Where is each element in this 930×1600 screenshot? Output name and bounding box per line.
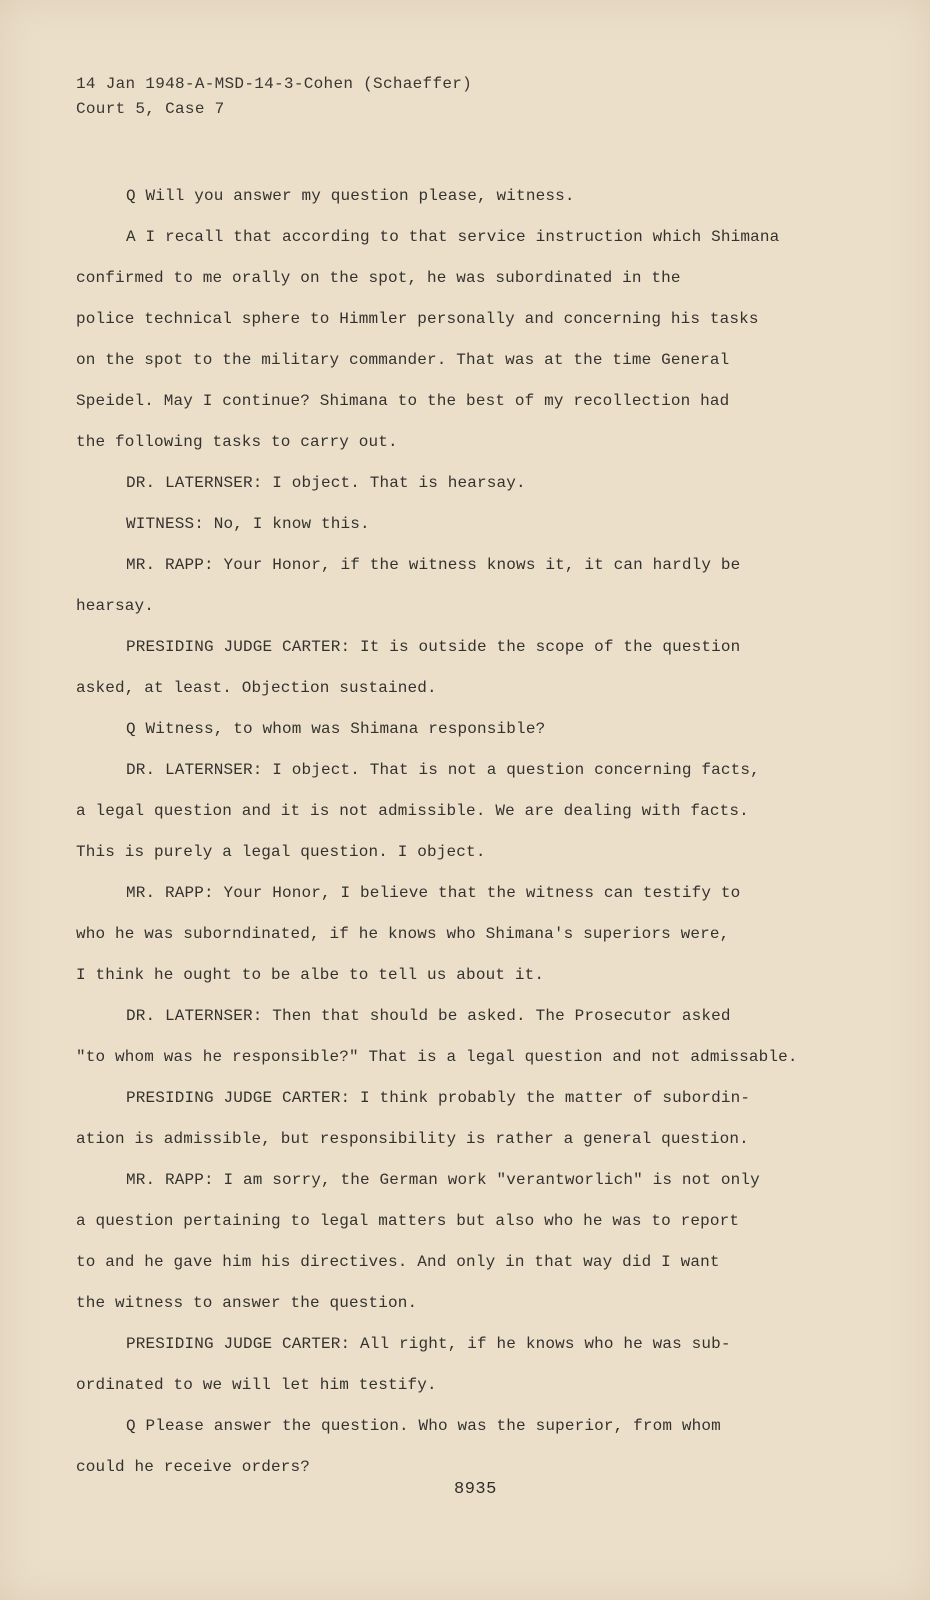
transcript-line: to and he gave him his directives. And only in that way did I want [76,1253,720,1271]
header-date-reference: 14 Jan 1948-A-MSD-14-3-Cohen (Schaeffer) [76,75,473,93]
page-number: 8935 [454,1480,497,1499]
transcript-line: Speidel. May I continue? Shimana to the best of my recollection had [76,392,730,410]
transcript-line: I think he ought to be albe to tell us about it. [76,966,545,984]
transcript-line: DR. LATERNSER: I object. That is hearsay. [126,474,526,492]
transcript-line: PRESIDING JUDGE CARTER: It is outside the scope of the question [126,638,741,656]
transcript-line: WITNESS: No, I know this. [126,515,370,533]
transcript-line: the following tasks to carry out. [76,433,398,451]
transcript-line: police technical sphere to Himmler personally and concerning his tasks [76,310,759,328]
transcript-line: PRESIDING JUDGE CARTER: I think probably the matter of subordin- [126,1089,751,1107]
transcript-line: could he receive orders? [76,1458,311,1476]
transcript-line: who he was suborndinated, if he knows who Shimana's superiors were, [76,925,730,943]
transcript-line: MR. RAPP: Your Honor, I believe that the witness can testify to [126,884,741,902]
transcript-line: on the spot to the military commander. That was at the time General [76,351,730,369]
transcript-line: hearsay. [76,597,155,615]
document-header [76,72,472,122]
transcript-line: the witness to answer the question. [76,1294,418,1312]
transcript-line: Q Please answer the question. Who was the superior, from whom [126,1417,721,1435]
transcript-line: PRESIDING JUDGE CARTER: All right, if he knows who he was sub- [126,1335,731,1353]
transcript-line: This is purely a legal question. I object. [76,843,486,861]
transcript-line: DR. LATERNSER: I object. That is not a question concerning facts, [126,761,760,779]
transcript-body [76,176,856,1488]
transcript-line: DR. LATERNSER: Then that should be asked. The Prosecutor asked [126,1007,731,1025]
transcript-line: asked, at least. Objection sustained. [76,679,437,697]
transcript-line: MR. RAPP: Your Honor, if the witness knows it, it can hardly be [126,556,741,574]
transcript-line: ordinated to we will let him testify. [76,1376,437,1394]
transcript-line: Q Will you answer my question please, witness. [126,187,575,205]
transcript-line: Q Witness, to whom was Shimana responsible? [126,720,546,738]
transcript-line: MR. RAPP: I am sorry, the German work "verantworlich" is not only [126,1171,760,1189]
transcript-line: A I recall that according to that service instruction which Shimana [126,228,780,246]
transcript-line: a question pertaining to legal matters but also who he was to report [76,1212,740,1230]
header-court-case: Court 5, Case 7 [76,100,225,118]
transcript-line: confirmed to me orally on the spot, he was subordinated in the [76,269,681,287]
transcript-line: a legal question and it is not admissible. We are dealing with facts. [76,802,749,820]
transcript-line: "to whom was he responsible?" That is a legal question and not admissable. [76,1048,798,1066]
transcript-line: ation is admissible, but responsibility is rather a general question. [76,1130,749,1148]
